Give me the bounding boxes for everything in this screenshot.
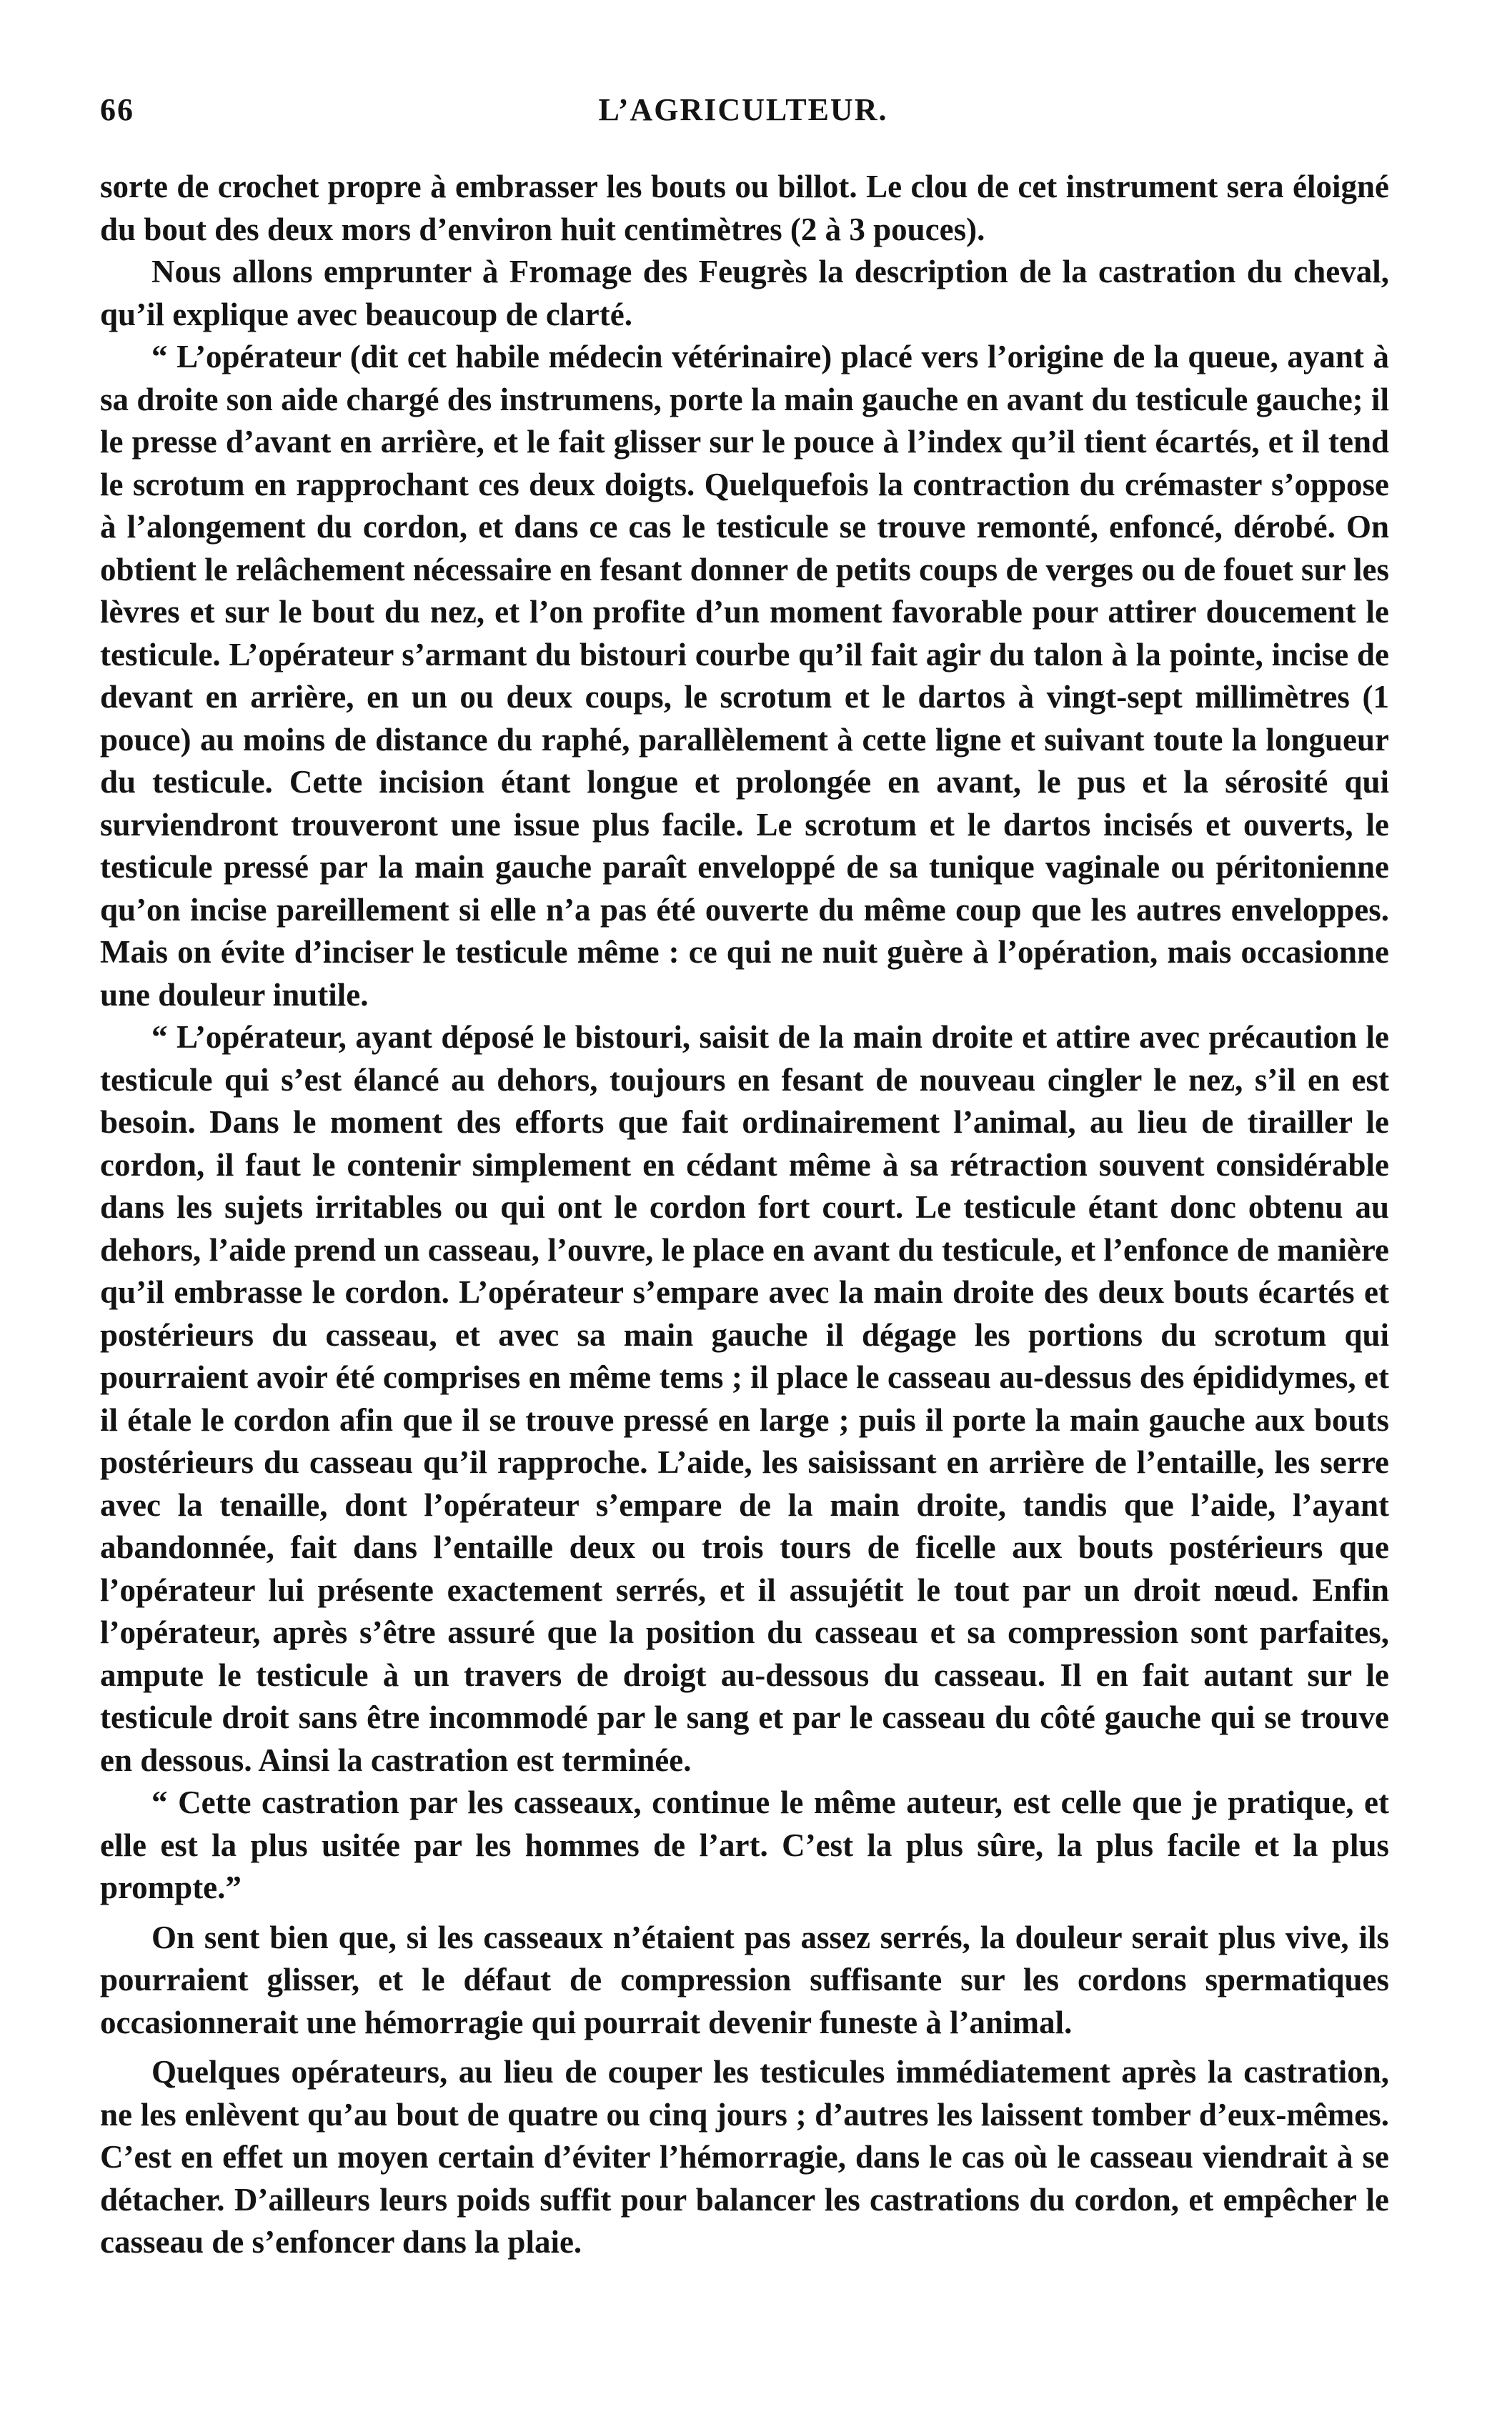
paragraph-hemorrhage-risk: On sent bien que, si les casseaux n’étaient pas assez serrés, la douleur serait plus vive, ils pourraient glisser, et le défaut de compression suffisante sur les cordons spermatiques occasionnerait une hémorragie qui pourrait devenir funeste à l’animal. [100,1919,1389,2040]
running-head [100,91,1386,142]
paragraph-quote-operator-position: “ L’opérateur (dit cet habile médecin vétérinaire) placé vers l’origine de la queue, ayant à sa droite son aide chargé des instrumens, porte la main gauche en avant du testicule gauche; il le presse d’avant en arrière, et le fait glisser sur le pouce à l’index qu’il tient écartés, et il tend le scrotum en rapprochant ces deux doigts. Quelquefois la contraction du crémaster s’oppose à l’alongement du cordon, et dans ce cas le testicule se trouve remonté, enfoncé, dérobé. On obtient le relâchement nécessaire en fesant donner de petits coups de verges ou de fouet sur les lèvres et sur le bout du nez, et l’on profite d’un moment favorable pour attirer doucement le testicule. L’opérateur s’armant du bistouri courbe qu’il fait agir du talon à la pointe, incise de devant en arrière, en un ou deux coups, le scrotum et le dartos à vingt-sept millimètres (1 pouce) au moins de distance du raphé, parallèlement à cette ligne et suivant toute la longueur du testicule. Cette incision étant longue et prolongée en avant, le pus et la sérosité qui surviendront trouveront une issue plus facile. Le scrotum et le dartos incisés et ouverts, le testicule pressé par la main gauche paraît enveloppé de sa tunique vaginale ou péritonienne qu’on incise pareillement si elle n’a pas été ouverte du même coup que les autres enveloppes. Mais on évite d’inciser le testicule même : ce qui ne nuit guère à l’opération, mais occasionne une douleur inutile. [100,339,1389,1013]
paragraph-intro-citation: Nous allons emprunter à Fromage des Feugrès la description de la castration du cheval, qu’il explique avec beaucoup de clarté. [100,254,1389,332]
paragraph-other-operators: Quelques opérateurs, au lieu de couper les testicules immédiatement après la castration, ne les enlèvent qu’au bout de quatre ou cinq jours ; d’autres les laissent tomber d’eux-mêmes. C’est en effet un moyen certain d’éviter l’hémorragie, dans le cas où le casseau viendrait à se détacher. D’ailleurs leurs poids suffit pour balancer les castrations du cordon, et empêcher le casseau de s’enfoncer dans la plaie. [100,2054,1389,2260]
page-number: 66 [100,92,134,127]
body-text [100,166,1389,2264]
running-title: L’AGRICULTEUR. [598,92,888,127]
paragraph-quote-casseau: “ L’opérateur, ayant déposé le bistouri, saisit de la main droite et attire avec précaution le testicule qui s’est élancé au dehors, toujours en fesant de nouveau cingler le nez, s’il en est besoin. Dans le moment des efforts que fait ordinairement l’animal, au lieu de tirailler le cordon, il faut le contenir simplement en cédant même à sa rétraction souvent considérable dans les sujets irritables ou qui ont le cordon fort court. Le testicule étant donc obtenu au dehors, l’aide prend un casseau, l’ouvre, le place en avant du testicule, et l’enfonce de manière qu’il embrasse le cordon. L’opérateur s’empare avec la main droite des deux bouts écartés et postérieurs du casseau, et avec sa main gauche il dégage les portions du scrotum qui pourraient avoir été comprises en même tems ; il place le casseau au-dessus des épididymes, et il étale le cordon afin que il se trouve pressé en large ; puis il porte la main gauche aux bouts postérieurs du casseau qu’il rapproche. L’aide, les saisissant en arrière de l’entaille, les serre avec la tenaille, dont l’opérateur s’empare de la main droite, tandis que l’aide, l’ayant abandonnée, fait dans l’entaille deux ou trois tours de ficelle aux bouts postérieurs que l’opérateur lui présente exactement serrés, et il assujétit le tout par un droit nœud. Enfin l’opérateur, après s’être assuré que la position du casseau et sa compression sont parfaites, ampute le testicule à un travers de droigt au-dessous du casseau. Il en fait autant sur le testicule droit sans être incommodé par le sang et par le casseau du côté gauche qui se trouve en dessous. Ainsi la castration est terminée. [100,1019,1389,1778]
paragraph-continuation: sorte de crochet propre à embrasser les bouts ou billot. Le clou de cet instrument sera éloigné du bout des deux mors d’environ huit centimètres (2 à 3 pouces). [100,169,1389,247]
paragraph-quote-conclusion: “ Cette castration par les casseaux, continue le même auteur, est celle que je pratique, et elle est la plus usitée par les hommes de l’art. C’est la plus sûre, la plus facile et la plus prompte.” [100,1785,1389,1905]
